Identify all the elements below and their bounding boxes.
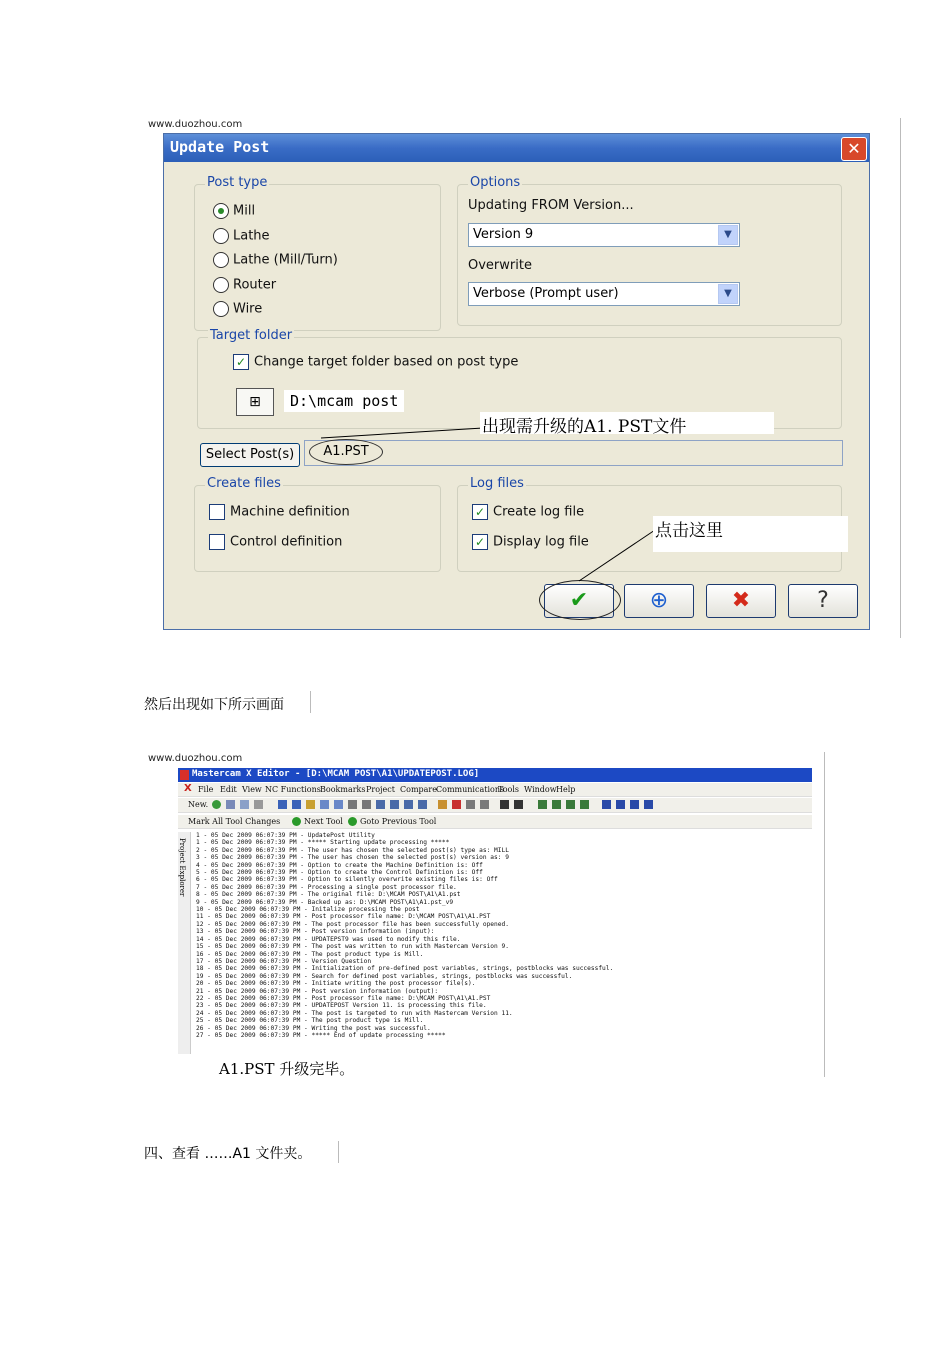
project-explorer-label: Project Explorer	[178, 838, 186, 897]
menu-window[interactable]: Window	[524, 785, 557, 794]
replace-icon[interactable]	[362, 800, 371, 809]
log-line: 16 - 05 Dec 2009 06:07:39 PM - The post product type is Mill.	[196, 950, 424, 958]
menu-help[interactable]: Help	[556, 785, 576, 794]
radio-lathe[interactable]: Lathe	[213, 228, 270, 244]
save-all-icon[interactable]	[240, 800, 249, 809]
log-line: 23 - 05 Dec 2009 06:07:39 PM - UPDATEPOST Version 11. is processing this file.	[196, 1002, 487, 1010]
next-arrow-icon	[292, 817, 301, 826]
help-icon[interactable]	[514, 800, 523, 809]
find-icon[interactable]	[348, 800, 357, 809]
control-definition-checkbox[interactable]: Control definition	[209, 534, 342, 550]
log-line: 4 - 05 Dec 2009 06:07:39 PM - Option to create the Machine Definition is: Off	[196, 861, 483, 869]
menu-compare[interactable]: Compare	[400, 785, 437, 794]
log-line: 14 - 05 Dec 2009 06:07:39 PM - UPDATEPST9 was used to modify this file.	[196, 935, 461, 943]
log-line: 1 - 05 Dec 2009 06:07:39 PM - UpdatePost Utility	[196, 832, 375, 839]
callout-lines	[143, 118, 901, 638]
options-icon[interactable]	[480, 800, 489, 809]
log-line: 20 - 05 Dec 2009 06:07:39 PM - Initiate writing the post processor file(s).	[196, 980, 476, 988]
percent-icon[interactable]	[616, 800, 625, 809]
nc-icon[interactable]	[538, 800, 547, 809]
log-files-label: Log files	[470, 476, 524, 491]
callout-line-click	[579, 530, 655, 581]
create-files-label: Create files	[207, 476, 281, 491]
checkmark-icon: ✔	[569, 588, 589, 613]
options-label: Options	[470, 175, 521, 190]
editor-toolbar-2	[178, 815, 812, 829]
log-line: 10 - 05 Dec 2009 06:07:39 PM - Initalize processing the post	[196, 906, 420, 914]
plus-circle-icon: ⊕	[649, 588, 669, 613]
target-folder-label: Target folder	[210, 328, 293, 343]
menu-bookmarks[interactable]: Bookmarks	[320, 785, 366, 794]
folder-tree-icon[interactable]: ⊞	[236, 388, 274, 416]
overwrite-label: Overwrite	[468, 258, 532, 273]
close-button[interactable]: ✕	[841, 137, 867, 161]
callout-click: 点击这里	[653, 516, 848, 552]
post-type-label: Post type	[207, 175, 268, 190]
menu-file[interactable]: File	[198, 785, 214, 794]
log-line: 26 - 05 Dec 2009 06:07:39 PM - Writing the post was successful.	[196, 1024, 431, 1032]
editor-menubar	[178, 783, 812, 797]
nc4-icon[interactable]	[580, 800, 589, 809]
calc-icon[interactable]	[602, 800, 611, 809]
log-line: 18 - 05 Dec 2009 06:07:39 PM - Initialization of pre-defined post variables, strings, postblocks was successful.	[196, 965, 614, 973]
checkmark-icon: ✓	[233, 354, 249, 370]
log-line: 22 - 05 Dec 2009 06:07:39 PM - Post processor file name: D:\MCAM POST\A1\A1.PST	[196, 994, 491, 1002]
checkmark-icon: ✓	[472, 534, 488, 550]
log-line: 25 - 05 Dec 2009 06:07:39 PM - The post product type is Mill.	[196, 1017, 424, 1025]
menu-communications[interactable]: Communications	[436, 785, 505, 794]
close-icon: ✖	[731, 588, 751, 613]
mastercam-icon	[180, 770, 189, 780]
print-icon[interactable]	[254, 800, 263, 809]
machine-definition-checkbox[interactable]: Machine definition	[209, 504, 350, 520]
log-line: 17 - 05 Dec 2009 06:07:39 PM - Version Question	[196, 957, 372, 965]
radio-mill[interactable]: Mill	[213, 203, 255, 219]
log-line: 6 - 05 Dec 2009 06:07:39 PM - Option to silently overwrite existing files is: Off	[196, 876, 498, 884]
project-explorer-tab[interactable]	[178, 832, 191, 1054]
menu-nc-functions[interactable]: NC Functions	[265, 785, 321, 794]
log-line: 21 - 05 Dec 2009 06:07:39 PM - Post version information (output):	[196, 987, 439, 995]
target-path: D:\mcam post	[284, 390, 404, 412]
next-tool-button[interactable]: Next Tool	[304, 817, 343, 826]
log-line: 15 - 05 Dec 2009 06:07:39 PM - The post was written to run with Mastercam Version 9.	[196, 943, 509, 951]
undo-icon[interactable]	[320, 800, 329, 809]
display-log-checkbox[interactable]: ✓ Display log file	[472, 534, 589, 550]
callout-line-upgrade	[321, 428, 483, 438]
from-version-label: Updating FROM Version...	[468, 198, 634, 213]
percent3-icon[interactable]	[644, 800, 653, 809]
open-icon[interactable]	[212, 800, 221, 809]
previous-tool-button[interactable]: Goto Previous Tool	[360, 817, 437, 826]
log-line: 11 - 05 Dec 2009 06:07:39 PM - Post processor file name: D:\MCAM POST\A1\A1.PST	[196, 913, 491, 921]
paragraph-2: 四、查看 ……A1 文件夹。	[144, 1146, 312, 1162]
menu-edit[interactable]: Edit	[220, 785, 237, 794]
checkmark-icon: ✓	[472, 504, 488, 520]
goto-icon[interactable]	[376, 800, 385, 809]
create-log-checkbox[interactable]: ✓ Create log file	[472, 504, 584, 520]
log-line: 8 - 05 Dec 2009 06:07:39 PM - The original file: D:\MCAM POST\A1\A1.pst	[196, 891, 461, 899]
log-line: 2 - 05 Dec 2009 06:07:39 PM - The user has chosen the selected post(s) type as: MILL	[196, 846, 509, 854]
editor-title: Mastercam X Editor - [D:\MCAM POST\A1\UPDATEPOST.LOG]	[192, 769, 480, 779]
paste-icon[interactable]	[306, 800, 315, 809]
log-line: 19 - 05 Dec 2009 06:07:39 PM - Search for defined post variables, strings, postblocks was successful.	[196, 972, 573, 980]
log-line: 3 - 05 Dec 2009 06:07:39 PM - The user has chosen the selected post(s) version as: 9	[196, 854, 509, 862]
log-text-area[interactable]	[196, 832, 816, 1054]
outdent-icon[interactable]	[418, 800, 427, 809]
select-posts-button[interactable]: Select Post(s)	[200, 443, 300, 467]
app-menu-icon[interactable]: X	[184, 783, 192, 794]
previous-arrow-icon	[348, 817, 357, 826]
indent-icon[interactable]	[404, 800, 413, 809]
radio-lathe-mill-turn[interactable]: Lathe (Mill/Turn)	[213, 252, 338, 268]
divider	[310, 691, 311, 713]
cut-icon[interactable]	[278, 800, 287, 809]
compare-icon[interactable]	[438, 800, 447, 809]
editor-toolbar	[178, 798, 812, 813]
copy-icon[interactable]	[292, 800, 301, 809]
log-line: 24 - 05 Dec 2009 06:07:39 PM - The post is targeted to run with Mastercam Version 11.	[196, 1009, 513, 1017]
redo-icon[interactable]	[334, 800, 343, 809]
chevron-down-icon: ▼	[718, 225, 738, 245]
delete-icon[interactable]	[452, 800, 461, 809]
window-icon[interactable]	[500, 800, 509, 809]
dialog-title: Update Post	[170, 138, 270, 156]
menu-tools[interactable]: Tools	[498, 785, 520, 794]
watermark: www.duozhou.com	[148, 119, 243, 130]
mark-tool-changes-button[interactable]: Mark All Tool Changes	[188, 817, 281, 826]
log-line: 7 - 05 Dec 2009 06:07:39 PM - Processing a single post processor file.	[196, 883, 457, 891]
settings-icon[interactable]	[466, 800, 475, 809]
radio-wire[interactable]: Wire	[213, 301, 262, 317]
editor-titlebar	[178, 768, 812, 782]
toolbar-new-button[interactable]: New.	[188, 800, 209, 809]
editor-caption: A1.PST 升级完毕。	[219, 1060, 355, 1078]
bookmark-icon[interactable]	[390, 800, 399, 809]
log-line: 27 - 05 Dec 2009 06:07:39 PM - ***** End of update processing *****	[196, 1031, 446, 1039]
nc2-icon[interactable]	[552, 800, 561, 809]
paragraph-1: 然后出现如下所示画面	[144, 697, 284, 713]
from-version-select[interactable]: Version 9 ▼	[468, 223, 740, 247]
menu-project[interactable]: Project	[366, 785, 395, 794]
nc3-icon[interactable]	[566, 800, 575, 809]
radio-router[interactable]: Router	[213, 277, 276, 293]
chevron-down-icon: ▼	[718, 284, 738, 304]
save-icon[interactable]	[226, 800, 235, 809]
log-line: 9 - 05 Dec 2009 06:07:39 PM - Backed up as: D:\MCAM POST\A1\A1.pst_v9	[196, 898, 454, 906]
log-line: 13 - 05 Dec 2009 06:07:39 PM - Post version information (input):	[196, 928, 435, 936]
watermark: www.duozhou.com	[148, 753, 243, 764]
percent2-icon[interactable]	[630, 800, 639, 809]
selected-post-value: A1.PST	[309, 439, 383, 465]
overwrite-select[interactable]: Verbose (Prompt user) ▼	[468, 282, 740, 306]
log-line: 12 - 05 Dec 2009 06:07:39 PM - The post processor file has been successfully opened.	[196, 920, 509, 928]
log-line: 5 - 05 Dec 2009 06:07:39 PM - Option to create the Control Definition is: Off	[196, 869, 483, 877]
change-target-checkbox[interactable]: ✓ Change target folder based on post type	[233, 354, 518, 370]
figure-border	[824, 752, 825, 1077]
menu-view[interactable]: View	[242, 785, 262, 794]
divider	[338, 1141, 339, 1163]
callout-upgrade: 出现需升级的A1. PST文件	[480, 412, 774, 434]
question-icon: ?	[817, 588, 829, 613]
log-line: 1 - 05 Dec 2009 06:07:39 PM - ***** Starting update processing *****	[196, 839, 450, 847]
